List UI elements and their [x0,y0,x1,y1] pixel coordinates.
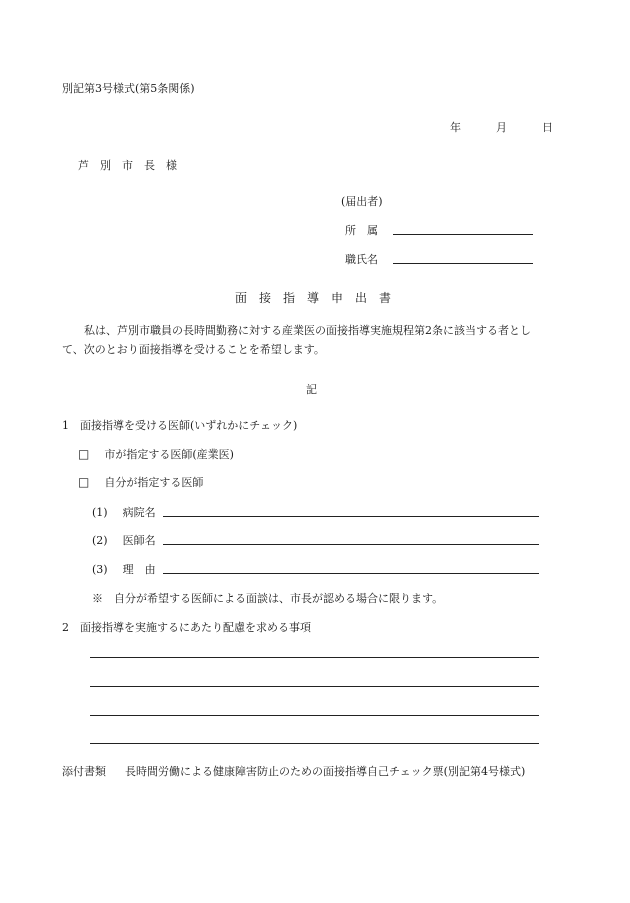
body-line-1: 私は、芦別市職員の長時間勤務に対する産業医の面接指導実施規程第2条に該当する者とし [62,324,531,337]
field-doctor [92,532,156,548]
reason-line[interactable] [163,573,539,574]
option-designated-doctor[interactable] [78,446,234,462]
name-line[interactable] [393,263,533,264]
option-own-doctor-label: 自分が指定する医師 [104,476,204,489]
consideration-line-3[interactable] [90,715,539,716]
name-label: 職氏名 [345,253,378,266]
section1-heading: 1 面接指導を受ける医師(いずれかにチェック) [62,419,298,432]
note: ※ 自分が希望する医師による面談は、市長が認める場合に限ります。 [92,592,444,605]
option-designated-doctor-label: 市が指定する医師(産業医) [104,448,234,461]
field-number: (1) [92,506,108,519]
field-number: (3) [92,563,108,576]
affiliation-label: 所 属 [345,224,378,237]
field-label: 理 由 [122,563,156,576]
field-reason [92,561,156,577]
date-day: 日 [542,121,553,134]
body-paragraph [62,321,572,359]
section2-heading: 2 面接指導を実施するにあたり配慮を求める事項 [62,621,311,634]
field-label: 病院名 [122,506,156,519]
document-title: 面 接 指 導 申 出 書 [235,291,392,305]
field-number: (2) [92,534,108,547]
date-month: 月 [496,121,507,134]
consideration-line-1[interactable] [90,657,539,658]
checkbox-icon[interactable]: □ [78,475,90,489]
date-line [450,119,553,135]
attachment-label: 添付書類 [62,765,106,778]
option-own-doctor[interactable] [78,474,203,490]
affiliation-line[interactable] [393,234,533,235]
consideration-line-2[interactable] [90,686,539,687]
field-hospital [92,504,156,520]
checkbox-icon[interactable]: □ [78,447,90,461]
addressee: 芦 別 市 長 様 [78,159,177,172]
ki-heading: 記 [306,383,317,396]
body-line-2: て、次のとおり面接指導を受けることを希望します。 [62,343,325,356]
attachment-text: 長時間労働による健康障害防止のための面接指導自己チェック票(別記第4号様式) [125,765,526,778]
attachment [62,763,525,779]
field-label: 医師名 [122,534,156,547]
form-number: 別記第3号様式(第5条関係) [62,82,195,95]
applicant-heading: (届出者) [341,195,383,208]
hospital-line[interactable] [163,516,539,517]
doctor-line[interactable] [163,544,539,545]
date-year: 年 [450,121,461,134]
consideration-line-4[interactable] [90,743,539,744]
